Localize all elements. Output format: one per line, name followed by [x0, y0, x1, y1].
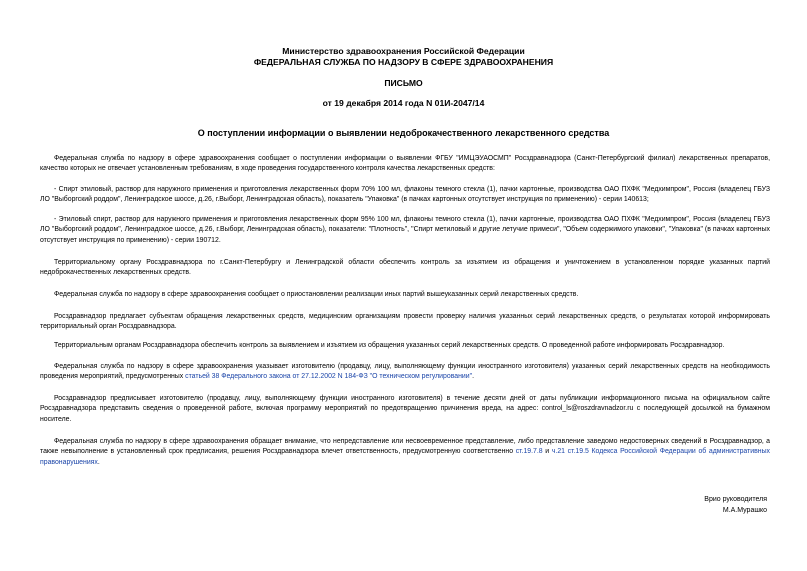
document-title: О поступлении информации о выявлении недоброкачественного лекарственного средства — [197, 128, 610, 138]
signature-block — [704, 495, 767, 516]
paragraph-8-end: . — [472, 373, 474, 381]
paragraph-1: Федеральная служба по надзору в сфере здравоохранения сообщает о поступлении информации о выявлении ФГБУ "ИМЦЭУАОСМП" Росздравнадзора (Санкт-Петербургский филиал) лекарственных препаратов, качество которых не отвечает установленным требованиям, в ходе проведения государственного контроля качества лекарственных средств: — [40, 155, 770, 173]
document-date-number: от 19 декабря 2014 года N 01И-2047/14 — [322, 98, 485, 108]
part-21-link[interactable]: ч.21 — [551, 448, 565, 456]
paragraph-10-sep-1: и — [542, 448, 552, 456]
law-184-article-38-link[interactable]: статьей 38 Федерального закона от 27.12.2002 N 184-ФЗ "О техническом регулировании" — [185, 373, 473, 381]
paragraph-10 — [40, 437, 770, 468]
document-type: ПИСЬМО — [384, 78, 423, 88]
article-19-5-link[interactable]: ст.19.5 — [567, 448, 589, 456]
paragraph-8 — [40, 362, 770, 383]
paragraph-10-text: Федеральная служба по надзору в сфере здравоохранения обращает внимание, что непредставление или несвоевременное представление, либо представление заведомо недостоверных сведений в Росздравнадзор, а также невыполнение в установленный срок предписания, решения Росздравнадзора влечет ответственность, предусмотренную соответственно — [40, 438, 770, 456]
signatory-position: Врио руководителя — [704, 496, 767, 503]
service-name: ФЕДЕРАЛЬНАЯ СЛУЖБА ПО НАДЗОРУ В СФЕРЕ ЗДРАВООХРАНЕНИЯ — [253, 57, 554, 67]
article-19-7-8-link[interactable]: ст.19.7.8 — [515, 448, 543, 456]
paragraph-7: Территориальным органам Росздравнадзора обеспечить контроль за выявлением и изъятием из обращения указанных серий лекарственных средств. О проведенной работе информировать Росздравнадзор. — [54, 342, 725, 349]
paragraph-9: Росздравнадзор предписывает изготовителю (продавцу, лицу, выполняющему функции иностранного изготовителя) в течение десяти дней от даты публикации информационного письма на официальном сайте Росздравнадзора представить сведения о проведенной работе, включая программу мероприятий по предотвращению причинения вреда, на адрес: control_ls@roszdravnadzor.ru с последующей досылкой на бумажном носителе. — [40, 395, 770, 423]
ministry-name: Министерство здравоохранения Российской Федерации — [282, 46, 525, 56]
paragraph-5: Федеральная служба по надзору в сфере здравоохранения сообщает о приостановлении реализации иных партий вышеуказанных серий лекарственных средств. — [54, 291, 579, 298]
paragraph-6: Росздравнадзор предлагает субъектам обращения лекарственных средств, медицинским организациям провести проверку наличия указанных серий лекарственных средств, о результатах которой информировать территориальный орган Росздравнадзора. — [40, 313, 770, 331]
paragraph-2: - Спирт этиловый, раствор для наружного применения и приготовления лекарственных форм 70% 100 мл, флаконы темного стекла (1), пачки картонные, производства ОАО ПХФК "Медхимпром", Россия (владелец ГБУЗ ЛО "Выборгский роддом", Ленинградское шоссе, д.26, г.Выборг, Ленинградская область), показатель "Упаковка" (в пачках картонных отсутствует инструкция по применению) - серии 140613; — [40, 186, 770, 204]
koap-code-link[interactable]: Кодекса Российской Федерации об административных правонарушениях — [40, 448, 770, 466]
paragraph-4: Территориальному органу Росздравнадзора по г.Санкт-Петербургу и Ленинградской области обеспечить контроль за изъятием из обращения и уничтожением в установленном порядке указанных партий недоброкачественных лекарственных средств. — [40, 259, 770, 277]
signatory-name: М.А.Мурашко — [722, 506, 767, 514]
paragraph-3: - Этиловый спирт, раствор для наружного применения и приготовления лекарственных форм 95% 100 мл, флаконы темного стекла (1), пачки картонные, производства ОАО ПХФК "Медхимпром", Россия (владелец ГБУЗ ЛО "Выборгский роддом", Ленинградское шоссе, д.26, г.Выборг, Ленинградская область), показатели: "Плотность", "Спирт метиловый и другие летучие примеси", "Объем содержимого упаковки", "Упаковка" (в пачках картонных отсутствует инструкция по применению) - серии 190712. — [40, 216, 770, 244]
paragraph-8-text: Федеральная служба по надзору в сфере здравоохранения указывает изготовителю (продавцу, лицу, выполняющему функции иностранного изготовителя) указанных серий лекарственных средств на необходимость проведения мероприятий, предусмотренных — [40, 363, 770, 381]
paragraph-10-end: . — [97, 458, 100, 466]
